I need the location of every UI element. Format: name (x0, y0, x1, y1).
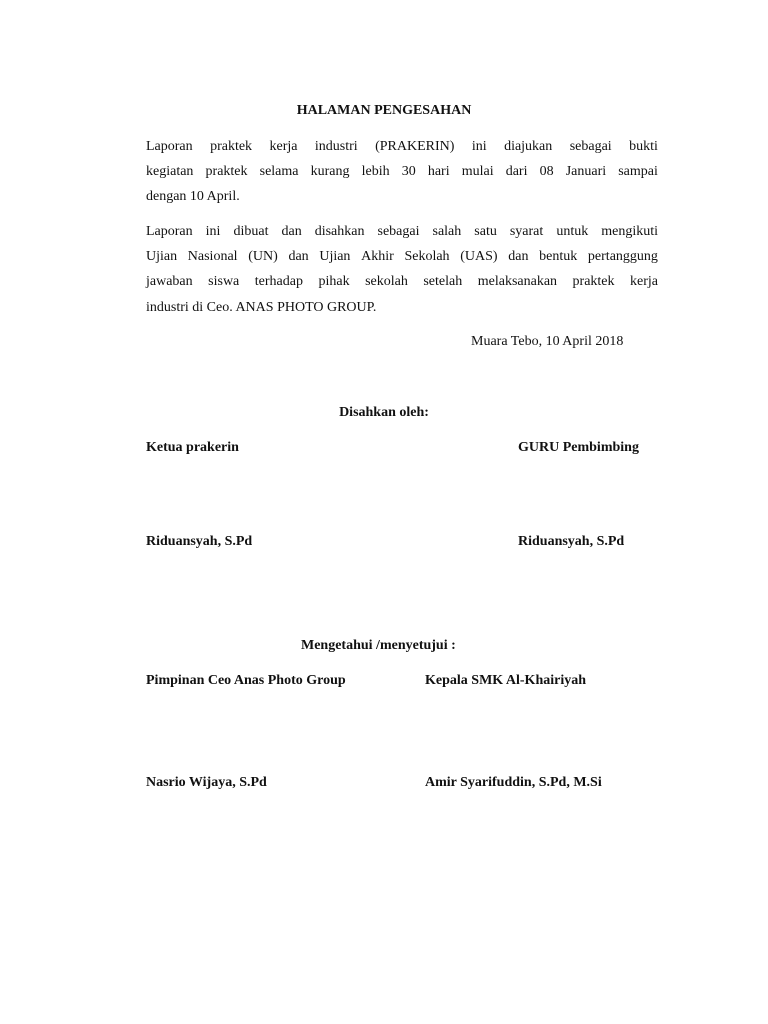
word: salah (432, 224, 462, 239)
name-guru-pembimbing: Riduansyah, S.Pd (518, 534, 625, 549)
paragraph1-last-line: dengan 10 April. (146, 189, 240, 204)
name-kepala-smk: Amir Syarifuddin, S.Pd, M.Si (425, 775, 602, 790)
word: ini (205, 224, 221, 239)
word: Sekolah (404, 249, 450, 264)
word: terhadap (254, 274, 303, 289)
place-date: Muara Tebo, 10 April 2018 (471, 334, 624, 349)
word: sebagai (377, 224, 420, 239)
word: Laporan (146, 139, 193, 154)
word: dan (288, 249, 309, 264)
name-pimpinan: Nasrio Wijaya, S.Pd (146, 775, 267, 790)
word: hari (427, 164, 450, 179)
word: (UAS) (460, 249, 498, 264)
word: syarat (509, 224, 544, 239)
word: Laporan (146, 224, 193, 239)
word: dibuat (233, 224, 269, 239)
word: (UN) (248, 249, 278, 264)
word: praktek (205, 164, 248, 179)
word: sekolah (365, 274, 408, 289)
document-title: HALAMAN PENGESAHAN (296, 103, 472, 118)
word: mulai (461, 164, 494, 179)
word: satu (474, 224, 497, 239)
paragraph2-line-2 (146, 249, 658, 265)
word: 30 (401, 164, 416, 179)
paragraph2-line-1 (146, 224, 658, 240)
word: Januari (565, 164, 607, 179)
word: pihak (318, 274, 350, 289)
word: kerja (630, 274, 658, 289)
role-kepala-smk: Kepala SMK Al-Khairiyah (425, 673, 587, 688)
word: sebagai (569, 139, 612, 154)
word: setelah (423, 274, 463, 289)
role-pimpinan: Pimpinan Ceo Anas Photo Group (146, 673, 346, 688)
name-ketua-prakerin: Riduansyah, S.Pd (146, 534, 253, 549)
word: ini (471, 139, 487, 154)
word: Nasional (187, 249, 238, 264)
word: mengikuti (601, 224, 658, 239)
role-guru-pembimbing: GURU Pembimbing (518, 440, 639, 455)
word: dari (505, 164, 528, 179)
word: kerja (269, 139, 298, 154)
word: siswa (208, 274, 240, 289)
word: melaksanakan (477, 274, 558, 289)
approved-by-heading: Disahkan oleh: (339, 405, 429, 420)
word: jawaban (146, 274, 193, 289)
role-ketua-prakerin: Ketua prakerin (146, 440, 239, 455)
word: sampai (618, 164, 658, 179)
word: selama (259, 164, 299, 179)
paragraph2-last-line: industri di Ceo. ANAS PHOTO GROUP. (146, 300, 377, 315)
word: bentuk (539, 249, 578, 264)
word: disahkan (314, 224, 365, 239)
word: 08 (539, 164, 554, 179)
word: praktek (210, 139, 253, 154)
paragraph1-line-1 (146, 139, 658, 155)
acknowledged-by-heading: Mengetahui /menyetujui : (301, 638, 456, 653)
word: pertanggung (587, 249, 658, 264)
word: kurang (310, 164, 350, 179)
word: industri (314, 139, 358, 154)
paragraph1-line-2 (146, 164, 658, 180)
word: Akhir (361, 249, 394, 264)
word: Ujian (319, 249, 351, 264)
paragraph2-line-3 (146, 274, 658, 290)
word: praktek (572, 274, 615, 289)
word: Ujian (146, 249, 178, 264)
word: kegiatan (146, 164, 194, 179)
word: dan (281, 224, 302, 239)
word: diajukan (504, 139, 553, 154)
word: untuk (556, 224, 589, 239)
word: dan (508, 249, 529, 264)
word: bukti (629, 139, 658, 154)
word: lebih (361, 164, 390, 179)
word: (PRAKERIN) (375, 139, 455, 154)
